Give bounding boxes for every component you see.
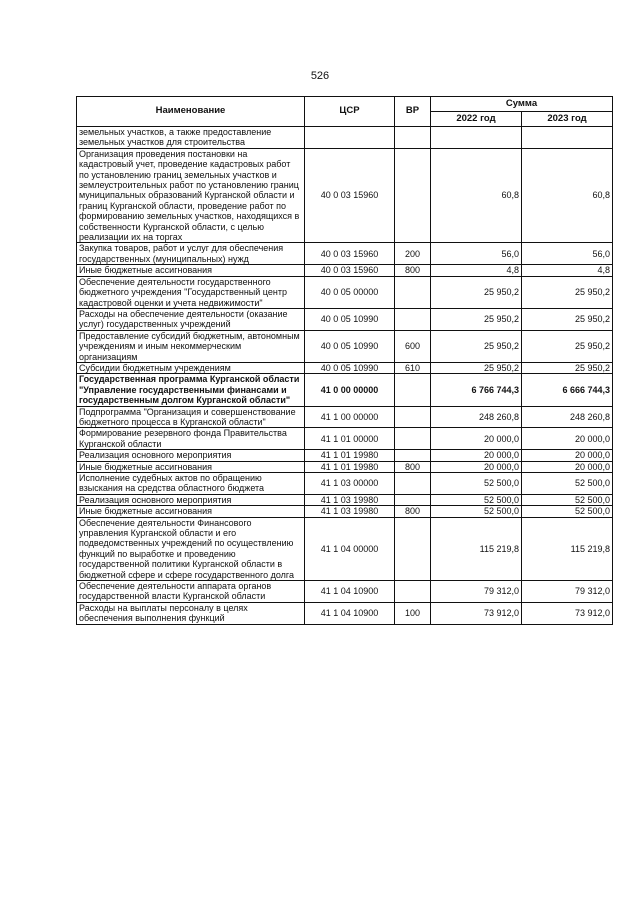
row-2022-cell: 20 000,0 (431, 428, 522, 450)
row-2022-cell: 79 312,0 (431, 581, 522, 603)
row-name-cell: Иные бюджетные ассигнования (77, 461, 305, 472)
row-2023-cell: 20 000,0 (522, 428, 613, 450)
table-row (77, 506, 613, 517)
row-vr-cell (395, 581, 431, 603)
row-2022-cell: 20 000,0 (431, 461, 522, 472)
row-csr-cell: 40 0 05 10990 (305, 330, 395, 362)
table-row (77, 148, 613, 243)
row-csr-cell: 41 1 03 00000 (305, 473, 395, 495)
row-csr-cell: 41 1 01 19980 (305, 450, 395, 461)
table-row (77, 374, 613, 406)
row-2022-cell: 115 219,8 (431, 517, 522, 580)
table-row (77, 450, 613, 461)
row-vr-cell: 800 (395, 506, 431, 517)
row-2022-cell: 52 500,0 (431, 506, 522, 517)
table-row (77, 517, 613, 580)
row-csr-cell: 41 1 04 00000 (305, 517, 395, 580)
row-2022-cell: 25 950,2 (431, 276, 522, 308)
row-2022-cell: 4,8 (431, 265, 522, 276)
row-2022-cell: 52 500,0 (431, 473, 522, 495)
row-2022-cell: 6 766 744,3 (431, 374, 522, 406)
row-2022-cell: 25 950,2 (431, 308, 522, 330)
row-csr-cell: 40 0 05 10990 (305, 362, 395, 373)
table-row (77, 602, 613, 624)
row-name-cell: Формирование резервного фонда Правительства Курганской области (77, 428, 305, 450)
row-name-cell: Реализация основного мероприятия (77, 450, 305, 461)
row-csr-cell: 41 1 00 00000 (305, 406, 395, 428)
row-2023-cell: 248 260,8 (522, 406, 613, 428)
row-2023-cell: 25 950,2 (522, 308, 613, 330)
table-row (77, 276, 613, 308)
row-name-cell: Иные бюджетные ассигнования (77, 265, 305, 276)
row-name-cell: Реализация основного мероприятия (77, 494, 305, 505)
budget-table (76, 96, 613, 625)
row-csr-cell: 40 0 03 15960 (305, 265, 395, 276)
row-2023-cell: 25 950,2 (522, 330, 613, 362)
row-2023-cell: 115 219,8 (522, 517, 613, 580)
row-vr-cell (395, 127, 431, 149)
row-2023-cell: 6 666 744,3 (522, 374, 613, 406)
row-csr-cell (305, 127, 395, 149)
table-row (77, 494, 613, 505)
header-vr: ВР (395, 97, 431, 127)
row-name-cell: Расходы на обеспечение деятельности (оказание услуг) государственных учреждений (77, 308, 305, 330)
row-vr-cell (395, 428, 431, 450)
row-csr-cell: 41 1 03 19980 (305, 506, 395, 517)
row-2023-cell: 20 000,0 (522, 461, 613, 472)
row-2022-cell: 20 000,0 (431, 450, 522, 461)
row-2022-cell: 60,8 (431, 148, 522, 243)
table-row (77, 581, 613, 603)
table-row (77, 461, 613, 472)
row-vr-cell (395, 450, 431, 461)
row-2023-cell: 25 950,2 (522, 276, 613, 308)
row-2023-cell: 52 500,0 (522, 506, 613, 517)
row-name-cell: Предоставление субсидий бюджетным, автономным учреждениям и иным некоммерческим организациям (77, 330, 305, 362)
row-vr-cell (395, 374, 431, 406)
table-row (77, 406, 613, 428)
row-2023-cell: 20 000,0 (522, 450, 613, 461)
row-vr-cell (395, 494, 431, 505)
row-name-cell: Государственная программа Курганской области "Управление государственными финансами и государственным долгом Курганской области" (77, 374, 305, 406)
row-2023-cell: 4,8 (522, 265, 613, 276)
table-row (77, 243, 613, 265)
row-csr-cell: 41 1 04 10900 (305, 581, 395, 603)
row-csr-cell: 41 0 00 00000 (305, 374, 395, 406)
row-2023-cell: 52 500,0 (522, 494, 613, 505)
row-vr-cell: 200 (395, 243, 431, 265)
row-vr-cell: 800 (395, 265, 431, 276)
row-csr-cell: 40 0 05 10990 (305, 308, 395, 330)
row-vr-cell: 600 (395, 330, 431, 362)
row-name-cell: Расходы на выплаты персоналу в целях обеспечения выполнения функций (77, 602, 305, 624)
row-name-cell: Иные бюджетные ассигнования (77, 506, 305, 517)
table-row (77, 330, 613, 362)
row-2022-cell (431, 127, 522, 149)
row-vr-cell (395, 473, 431, 495)
header-sum: Сумма (431, 97, 613, 112)
row-vr-cell (395, 517, 431, 580)
row-name-cell: Организация проведения постановки на кадастровый учет, проведение кадастровых работ по установлению границ земельных участков и землеустроительных работ по установлению границ муниципальных образований Курганской области и границ Курганской области, проведение работ по формированию земельных участков, находящихся в собственности Курганской области, с целью реализации их на торгах (77, 148, 305, 243)
row-csr-cell: 40 0 03 15960 (305, 148, 395, 243)
row-name-cell: Субсидии бюджетным учреждениям (77, 362, 305, 373)
table-row (77, 127, 613, 149)
row-csr-cell: 41 1 01 19980 (305, 461, 395, 472)
row-2023-cell: 79 312,0 (522, 581, 613, 603)
row-vr-cell (395, 406, 431, 428)
row-2023-cell (522, 127, 613, 149)
page-number: 526 (310, 70, 330, 82)
table-row (77, 265, 613, 276)
row-csr-cell: 40 0 05 00000 (305, 276, 395, 308)
row-2022-cell: 248 260,8 (431, 406, 522, 428)
header-name: Наименование (77, 97, 305, 127)
header-year-2023: 2023 год (522, 112, 613, 127)
row-name-cell: Обеспечение деятельности государственного бюджетного учреждения "Государственный центр кадастровой оценки и учета недвижимости" (77, 276, 305, 308)
row-2023-cell: 52 500,0 (522, 473, 613, 495)
row-name-cell: Исполнение судебных актов по обращению взыскания на средства областного бюджета (77, 473, 305, 495)
table-row (77, 428, 613, 450)
header-year-2022: 2022 год (431, 112, 522, 127)
table-row (77, 308, 613, 330)
row-name-cell: земельных участков, а также предоставление земельных участков для строительства (77, 127, 305, 149)
row-2023-cell: 25 950,2 (522, 362, 613, 373)
row-name-cell: Подпрограмма "Организация и совершенствование бюджетного процесса в Курганской области" (77, 406, 305, 428)
row-2023-cell: 56,0 (522, 243, 613, 265)
row-vr-cell: 800 (395, 461, 431, 472)
row-2022-cell: 73 912,0 (431, 602, 522, 624)
row-vr-cell (395, 308, 431, 330)
row-2022-cell: 25 950,2 (431, 330, 522, 362)
row-name-cell: Закупка товаров, работ и услуг для обеспечения государственных (муниципальных) нужд (77, 243, 305, 265)
table-row (77, 362, 613, 373)
row-vr-cell: 100 (395, 602, 431, 624)
row-csr-cell: 40 0 03 15960 (305, 243, 395, 265)
table-row (77, 473, 613, 495)
row-2022-cell: 52 500,0 (431, 494, 522, 505)
row-csr-cell: 41 1 04 10900 (305, 602, 395, 624)
row-vr-cell (395, 276, 431, 308)
row-name-cell: Обеспечение деятельности Финансового управления Курганской области и его подведомственных учреждений по осуществлению функций по выработке и проведению государственной политики Курганской области в бюджетной сфере и сфере государственного долга (77, 517, 305, 580)
row-name-cell: Обеспечение деятельности аппарата органов государственной власти Курганской области (77, 581, 305, 603)
row-2022-cell: 56,0 (431, 243, 522, 265)
header-csr: ЦСР (305, 97, 395, 127)
row-2022-cell: 25 950,2 (431, 362, 522, 373)
row-2023-cell: 60,8 (522, 148, 613, 243)
row-vr-cell (395, 148, 431, 243)
row-csr-cell: 41 1 03 19980 (305, 494, 395, 505)
row-csr-cell: 41 1 01 00000 (305, 428, 395, 450)
row-2023-cell: 73 912,0 (522, 602, 613, 624)
table-body (77, 127, 613, 625)
row-vr-cell: 610 (395, 362, 431, 373)
